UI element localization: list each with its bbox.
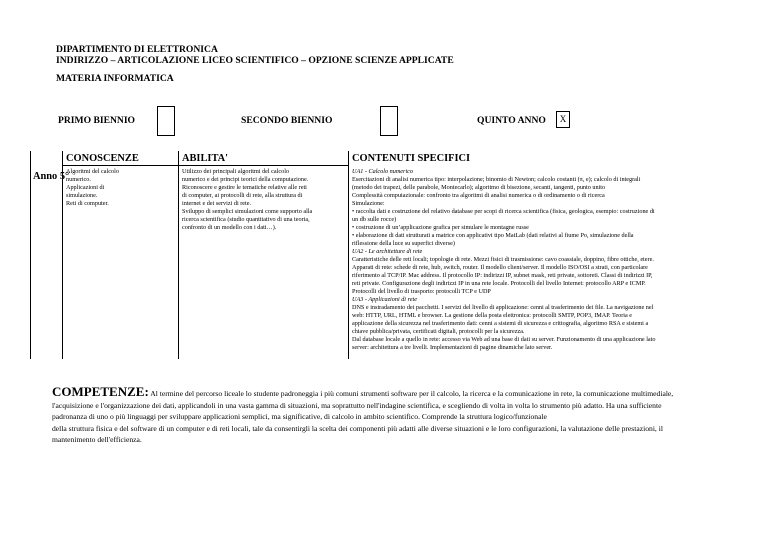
contenuti-line: DNS e instradamento dei pacchetti. I servizi del livello di applicazione: cenni al trasferimento dei file. La navigazione nel [352, 304, 654, 311]
subject-title: MATERIA INFORMATICA [56, 73, 174, 84]
contenuti-line: un db sulle rocce) [352, 216, 397, 223]
abilita-line: di computer, ai protocolli di rete, alla struttura di [182, 192, 303, 199]
contenuti-line: reti private. Configurazione degli indirizzi IP in una rete locale. Protocolli del livello Internet: protocollo ARP e ICMP. [352, 280, 646, 287]
level-checkbox-mark: X [559, 114, 567, 124]
unit-heading: UA1 - Calcolo numerico [352, 168, 414, 175]
header-contenuti-specifici: CONTENUTI SPECIFICI [352, 153, 471, 164]
conoscenze-line: Reti di computer. [66, 200, 109, 207]
table-column-divider [348, 151, 349, 359]
contenuti-line: riferimento al TCP/IP. Mac address. Il protocollo IP: indirizzi IP, subnet mask, reti private, sottoreti. Classi di indirizzi IP, [352, 272, 653, 279]
program-table [30, 151, 752, 359]
course-track-title: INDIRIZZO – ARTICOLAZIONE LICEO SCIENTIFICO – OPZIONE SCIENZE APPLICATE [56, 55, 454, 66]
table-column-divider [62, 151, 63, 359]
level-label-secondo-biennio: SECONDO BIENNIO [241, 115, 333, 126]
level-checkbox-secondo-biennio[interactable] [380, 106, 398, 136]
contenuti-line: web: HTTP, URL, HTML e browser. La gestione della posta elettronica: protocolli SMTP, POP3, IMAP. Teoria e [352, 312, 633, 319]
year-label: Anno 5° [33, 171, 70, 182]
unit-heading: UA2 - Le architetture di rete [352, 248, 423, 255]
conoscenze-line: numerico. [66, 176, 91, 183]
abilita-line: Utilizzo dei principali algoritmi del calcolo [182, 168, 290, 175]
abilita-line: Riconoscere e gestire le tematiche relative alle reti [182, 184, 307, 191]
competenze-text: Al termine del percorso liceale lo studente padroneggia i più comuni strumenti software per il calcolo, la ricerca e la comunicazione in rete, la comunicazione multimediale, [148, 389, 674, 398]
contenuti-line: Dal database locale a quello in rete: accesso via Web ad una base di dati su server. Funzionamento di una applicazione lato [352, 336, 656, 343]
contenuti-line: riflessione della luce su superfici diverse) [352, 240, 455, 247]
conoscenze-line: Algoritmi del calcolo [66, 168, 119, 175]
contenuti-line: chiave pubblica/privata, certificati digitali, protocolli per la sicurezza. [352, 328, 525, 335]
department-title: DIPARTIMENTO DI ELETTRONICA [56, 44, 218, 55]
contenuti-line: • raccolta dati e costruzione del relativo database per scopi di ricerca scientifica (fisica, geologica, esempio: costruzione di [352, 208, 655, 215]
level-label-quinto-anno: QUINTO ANNO [477, 115, 546, 126]
contenuti-line: (metodo dei trapezi, delle parabole, Montecarlo); algoritmo di bisezione, secanti, tangenti, punto unito [352, 184, 606, 191]
competenze-section [52, 386, 752, 446]
table-border [30, 151, 31, 359]
contenuti-line: Protocolli del livello di trasporto: protocolli TCP e UDP [352, 288, 491, 295]
table-column-divider [178, 151, 179, 359]
abilita-line: confronto di un modello con i dati…). [182, 224, 277, 231]
header-abilita: ABILITA' [182, 153, 229, 164]
abilita-cell [182, 168, 346, 232]
conoscenze-cell [66, 168, 176, 208]
contenuti-line: • costruzione di un’applicazione grafica per simulare le montagne russe [352, 224, 529, 231]
competenze-line: mantenimento dell'efficienza. [52, 435, 142, 444]
contenuti-line: Esercitazioni di analisi numerica tipo: interpolazione; binomio di Newton; calcolo costanti (π, e); calcolo di integrali [352, 176, 641, 183]
abilita-line: internet e dei servizi di rete. [182, 200, 252, 207]
contenuti-line: • elaborazione di dati strutturati a matrice con applicativi tipo MatLab (dati relativi al fiume Po, simulazione della [352, 232, 634, 239]
contenuti-line: Apparati di rete: schede di rete, hub, switch, router. Il modello client/server. Il modello ISO/OSI a strati, con particolare [352, 264, 648, 271]
abilita-line: Sviluppo di semplici simulazioni come supporto alla [182, 208, 313, 215]
contenuti-line: Simulazione: [352, 200, 385, 207]
contenuti-cell [352, 168, 752, 352]
level-checkbox-primo-biennio[interactable] [157, 106, 175, 136]
conoscenze-line: Applicazioni di [66, 184, 105, 191]
unit-heading: UA3 - Applicazioni di rete [352, 296, 417, 303]
contenuti-line: Complessità computazionale: confronto tra algoritmi di analisi numerica o di ordinamento o di ricerca [352, 192, 605, 199]
contenuti-line: Caratteristiche delle reti locali; topologie di rete. Mezzi fisici di trasmissione: cavo coassiale, doppino, fibre ottiche, etere. [352, 256, 654, 263]
abilita-line: numerico e dei principi teorici della computazione. [182, 176, 309, 183]
competenze-line: della struttura fisica e del software di un computer e di reti locali, tale da consentirgli la scelta dei componenti più adatti alle diverse situazioni e le loro configurazioni, la valutazione delle prestazioni, il [52, 423, 663, 433]
table-header-rule [62, 165, 348, 166]
competenze-title: COMPETENZE: [52, 384, 149, 399]
competenze-line: l'acquisizione e l'organizzazione dei dati, applicandoli in una vasta gamma di situazioni, ma soprattutto nell'indagine scientifica, e scegliendo di volta in volta lo strumento più adatto. Ha una sufficiente [52, 400, 662, 410]
contenuti-line: applicazione della sicurezza nel trasferimento dati: cenni a sistemi di sicurezza e crittografia, algoritmo RSA e sistemi a [352, 320, 649, 327]
level-label-primo-biennio: PRIMO BIENNIO [58, 115, 136, 126]
contenuti-line: server: architettura a tre livelli. Implementazioni di pagine dinamiche lato server. [352, 344, 553, 351]
abilita-line: ricerca scientifica (studio quantitativo di una teoria, [182, 216, 310, 223]
header-conoscenze: CONOSCENZE [66, 153, 139, 164]
level-checkbox-quinto-anno[interactable] [556, 111, 570, 128]
conoscenze-line: simulazione. [66, 192, 98, 199]
competenze-line: padronanza di uno o più linguaggi per sviluppare applicazioni semplici, ma significative, di calcolo in ambito scientifico. Comprende la struttura logico/funzionale [52, 412, 547, 421]
